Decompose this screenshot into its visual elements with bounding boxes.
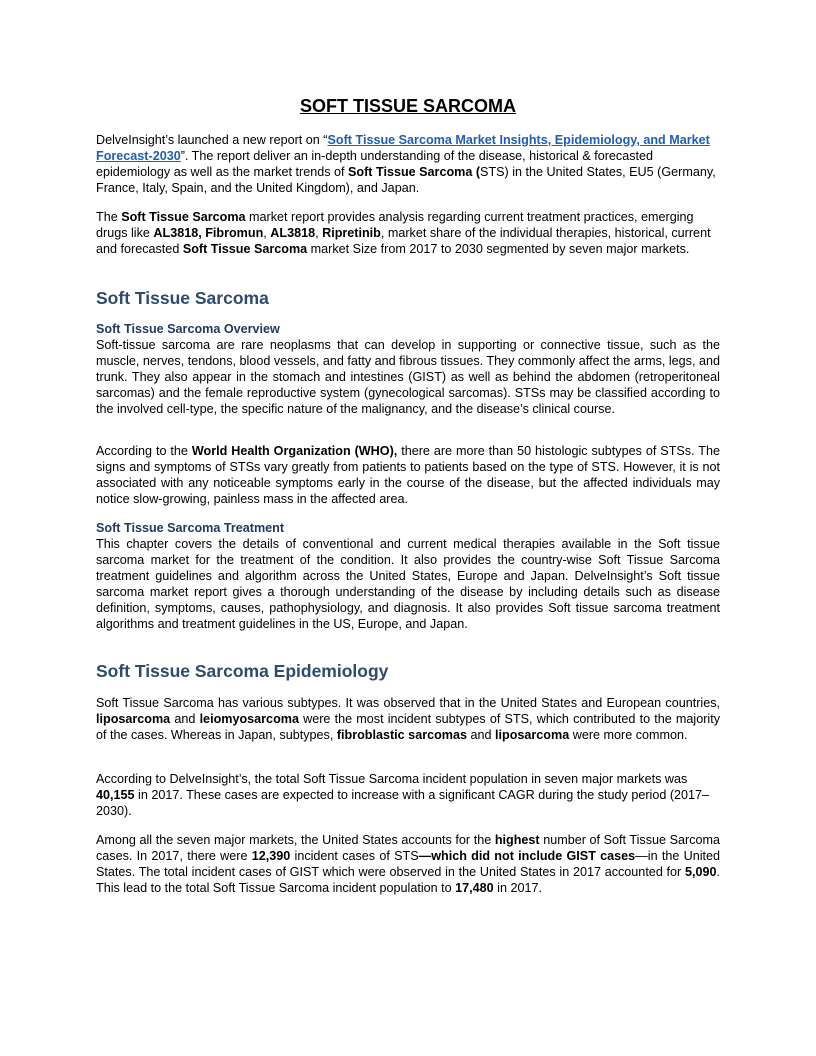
overview-paragraph: Soft-tissue sarcoma are rare neoplasms that can develop in supporting or connective tissue, such as the muscle, nerves, tendons, blood vessels, and fatty and fibrous tissues. They commonly affect the arms, legs, and trunk. They also appear in the stomach and intestines (GIST) as well as behind the abdomen (retroperitoneal sarcomas) and the female reproductive system (gynecological sarcomas). STSs may be classified according to the involved cell-type, the specific nature of the malignancy, and the disease’s clinical course. [96,338,720,416]
intro-paragraph-2: The Soft Tissue Sarcoma market report provides analysis regarding current treatment practices, emerging drugs like AL3818, Fibromun, AL3818, Ripretinib, market share of the individual therapies, historical, current and forecasted Soft Tissue Sarcoma market Size from 2017 to 2030 segmented by seven major markets. [96,210,711,256]
treatment-paragraph: This chapter covers the details of conventional and current medical therapies available in the Soft tissue sarcoma market for the treatment of the condition. It also provides the country-wise Soft Tissue Sarcoma treatment guidelines and algorithm across the United States, Europe and Japan. DelveInsight’s Soft tissue sarcoma market report gives a thorough understanding of the disease by including details such as disease definition, symptoms, causes, pathophysiology, and diagnosis. It also provides Soft tissue sarcoma treatment algorithms and treatment guidelines in the US, Europe, and Japan. [96,537,720,631]
who-paragraph: According to the World Health Organization (WHO), there are more than 50 histologic subtypes of STSs. The signs and symptoms of STSs vary greatly from patients to patients based on the type of STS. However, it is not associated with any noticeable symptoms early in the course of the disease, but the affected individuals may notice slow-growing, painless mass in the affected area. [96,444,721,506]
subheading-treatment: Soft Tissue Sarcoma Treatment [96,521,285,535]
epidemiology-paragraph-1: Soft Tissue Sarcoma has various subtypes. It was observed that in the United States and European countries, liposarcoma and leiomyosarcoma were the most incident subtypes of STS, which contributed to the majority of the cases. Whereas in Japan, subtypes, fibroblastic sarcomas and liposarcoma were more common. [96,696,720,742]
subheading-overview: Soft Tissue Sarcoma Overview [96,322,280,336]
report-link[interactable]: Soft Tissue Sarcoma Market Insights, Epidemiology, and Market Forecast-2030 [96,133,710,163]
section-heading-soft-tissue-sarcoma: Soft Tissue Sarcoma [96,288,269,308]
page-title: SOFT TISSUE SARCOMA [299,96,516,116]
epidemiology-paragraph-2: According to DelveInsight’s, the total Soft Tissue Sarcoma incident population in seven major markets was 40,155 in 2017. These cases are expected to increase with a significant CAGR during the study period (2017–2030). [96,772,710,818]
intro-paragraph-1: DelveInsight’s launched a new report on “Soft Tissue Sarcoma Market Insights, Epidemiology, and Market Forecast-2030”. The report deliver an in-depth understanding of the disease, historical & forecasted epidemiology as well as the market trends of Soft Tissue Sarcoma (STS) in the United States, EU5 (Germany, France, Italy, Spain, and the United Kingdom), and Japan. [96,133,716,195]
section-heading-epidemiology: Soft Tissue Sarcoma Epidemiology [96,661,389,681]
epidemiology-paragraph-3: Among all the seven major markets, the United States accounts for the highest number of Soft Tissue Sarcoma cases. In 2017, there were 12,390 incident cases of STS—which did not include GIST cases—in the United States. The total incident cases of GIST which were observed in the United States in 2017 accounted for 5,090. This lead to the total Soft Tissue Sarcoma incident population to 17,480 in 2017. [96,833,720,895]
